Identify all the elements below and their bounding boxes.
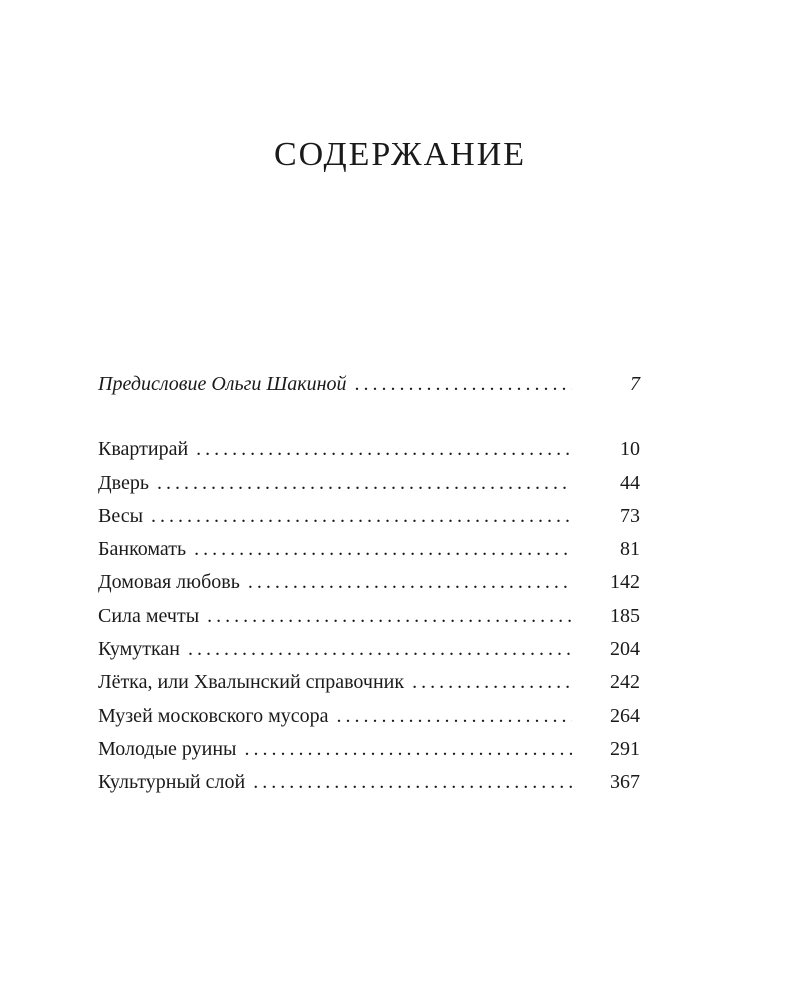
toc-entry-page: 44 [620, 471, 640, 494]
toc-entry [98, 733, 640, 766]
dot-leader [188, 633, 572, 666]
dot-leader [157, 467, 572, 500]
toc-entry-label: Культурный слой [98, 771, 246, 794]
dot-leader [196, 433, 572, 466]
toc-entry [98, 533, 640, 566]
toc-entry-page: 7 [630, 373, 640, 395]
toc-entry-label: Предисловие Ольги Шакиной [98, 373, 347, 395]
toc-entry-page: 10 [620, 438, 640, 461]
dot-leader [207, 600, 572, 633]
toc-entry-page: 204 [610, 638, 640, 661]
section-gap [98, 401, 640, 433]
dot-leader [355, 368, 572, 401]
toc-entry [98, 433, 640, 466]
toc-entry-page: 291 [610, 737, 640, 760]
toc-entry-page: 185 [610, 604, 640, 627]
dot-leader [248, 566, 572, 599]
toc-entry-label: Лётка, или Хвалынский справочник [98, 671, 405, 694]
toc-entry [98, 633, 640, 666]
dot-leader [194, 533, 572, 566]
toc-entry-preface [98, 368, 640, 401]
toc-entry-label: Весы [98, 504, 144, 527]
toc-entry [98, 700, 640, 733]
toc-entry-label: Квартирай [98, 438, 189, 461]
toc-entry-page: 81 [620, 538, 640, 561]
toc-entry-page: 142 [610, 571, 640, 594]
dot-leader [412, 666, 572, 699]
toc-entry-page: 264 [610, 704, 640, 727]
dot-leader [245, 733, 573, 766]
toc-entry-page: 242 [610, 671, 640, 694]
table-of-contents [98, 368, 640, 800]
dot-leader [337, 700, 572, 733]
toc-entry-page: 367 [610, 771, 640, 794]
toc-entry-label: Банкомать [98, 538, 187, 561]
toc-entry-label: Сила мечты [98, 604, 200, 627]
toc-entry-label: Кумуткан [98, 638, 180, 661]
toc-entry-label: Музей московского мусора [98, 704, 329, 727]
dot-leader [253, 766, 572, 799]
toc-entry [98, 500, 640, 533]
toc-entry [98, 566, 640, 599]
toc-entry [98, 600, 640, 633]
toc-entry-page: 73 [620, 504, 640, 527]
toc-entry [98, 666, 640, 699]
dot-leader [151, 500, 572, 533]
toc-entry-label: Дверь [98, 471, 149, 494]
toc-entry-label: Домовая любовь [98, 571, 240, 594]
toc-entry-label: Молодые руины [98, 737, 237, 760]
toc-entry [98, 467, 640, 500]
page-title: СОДЕРЖАНИЕ [273, 136, 527, 173]
toc-entry [98, 766, 640, 799]
